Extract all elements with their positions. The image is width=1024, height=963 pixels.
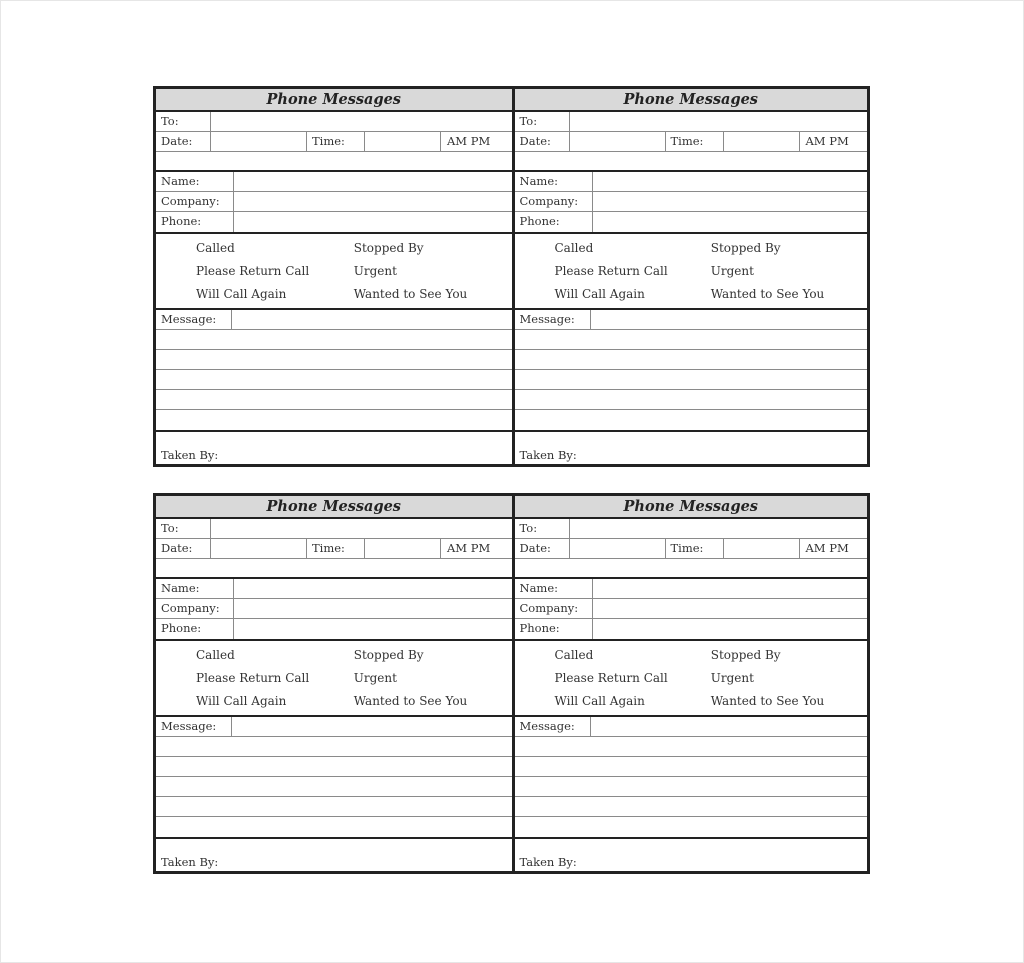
to-field[interactable]	[211, 112, 512, 131]
name-row	[156, 579, 512, 599]
message-line[interactable]	[515, 797, 868, 817]
to-label: To:	[515, 112, 570, 131]
message-label: Message:	[515, 717, 591, 736]
message-line[interactable]	[156, 797, 512, 817]
company-row	[515, 599, 868, 619]
message-block	[156, 717, 512, 839]
company-label: Company:	[515, 599, 593, 618]
phone-row	[156, 619, 512, 639]
date-time-row	[156, 539, 512, 559]
contact-block	[156, 172, 512, 234]
taken-by-label: Taken By:	[161, 448, 219, 462]
company-field[interactable]	[234, 192, 512, 211]
message-line[interactable]	[515, 330, 868, 350]
to-row	[515, 112, 868, 132]
message-line[interactable]	[515, 390, 868, 410]
phone-label: Phone:	[515, 212, 593, 232]
option-stopped-by[interactable]: Stopped By	[710, 647, 781, 662]
name-row	[515, 172, 868, 192]
option-called[interactable]: Called	[196, 647, 235, 662]
message-line[interactable]	[515, 350, 868, 370]
time-field[interactable]	[365, 132, 441, 151]
time-field[interactable]	[724, 132, 800, 151]
message-row	[515, 717, 868, 737]
message-line[interactable]	[515, 737, 868, 757]
message-line[interactable]	[515, 757, 868, 777]
company-label: Company:	[156, 599, 234, 618]
time-field[interactable]	[365, 539, 441, 558]
name-label: Name:	[515, 172, 593, 191]
spacer-row	[515, 559, 868, 579]
am-pm-label: AM PM	[805, 541, 849, 555]
message-line[interactable]	[156, 737, 512, 757]
sheet-top	[153, 86, 870, 467]
am-pm-label: AM PM	[447, 541, 491, 555]
phone-message-card	[156, 496, 512, 871]
name-field[interactable]	[234, 579, 512, 598]
name-label: Name:	[515, 579, 593, 598]
option-called[interactable]: Called	[196, 240, 235, 255]
time-label: Time:	[666, 132, 724, 151]
company-label: Company:	[156, 192, 234, 211]
am-pm-label: AM PM	[447, 134, 491, 148]
phone-label: Phone:	[156, 619, 234, 639]
date-time-row	[515, 132, 868, 152]
taken-by-row[interactable]	[156, 839, 512, 871]
to-field[interactable]	[570, 519, 868, 538]
option-will-call-again[interactable]: Will Call Again	[196, 694, 287, 709]
spacer-row	[515, 152, 868, 172]
option-urgent[interactable]: Urgent	[710, 263, 754, 278]
phone-message-card	[156, 89, 512, 464]
name-field[interactable]	[593, 579, 868, 598]
message-row	[156, 717, 512, 737]
option-will-call-again[interactable]: Will Call Again	[196, 287, 287, 302]
date-time-row	[515, 539, 868, 559]
company-label: Company:	[515, 192, 593, 211]
date-field[interactable]	[570, 539, 666, 558]
option-wanted-to-see-you[interactable]: Wanted to See You	[353, 287, 468, 302]
option-urgent[interactable]: Urgent	[353, 670, 397, 685]
taken-by-label: Taken By:	[519, 448, 577, 462]
to-field[interactable]	[211, 519, 512, 538]
date-time-row	[156, 132, 512, 152]
time-label: Time:	[307, 132, 365, 151]
to-row	[156, 519, 512, 539]
time-field[interactable]	[724, 539, 800, 558]
phone-field[interactable]	[234, 619, 512, 639]
message-field[interactable]	[591, 310, 868, 329]
message-block	[156, 310, 512, 432]
phone-row	[156, 212, 512, 232]
phone-field[interactable]	[234, 212, 512, 232]
contact-block	[156, 579, 512, 641]
phone-row	[515, 212, 868, 232]
phone-label: Phone:	[156, 212, 234, 232]
option-stopped-by[interactable]: Stopped By	[353, 647, 424, 662]
message-line[interactable]	[515, 777, 868, 797]
message-line[interactable]	[515, 370, 868, 390]
option-stopped-by[interactable]: Stopped By	[353, 240, 424, 255]
to-field[interactable]	[570, 112, 868, 131]
message-block	[515, 717, 868, 839]
to-row	[515, 519, 868, 539]
sheet-bottom	[153, 493, 870, 874]
name-label: Name:	[156, 172, 234, 191]
to-label: To:	[515, 519, 570, 538]
time-label: Time:	[307, 539, 365, 558]
message-field[interactable]	[232, 310, 512, 329]
option-wanted-to-see-you[interactable]: Wanted to See You	[710, 287, 825, 302]
taken-by-label: Taken By:	[161, 855, 219, 869]
option-wanted-to-see-you[interactable]: Wanted to See You	[353, 694, 468, 709]
name-row	[156, 172, 512, 192]
name-row	[515, 579, 868, 599]
phone-label: Phone:	[515, 619, 593, 639]
phone-field[interactable]	[593, 619, 868, 639]
message-line[interactable]	[156, 817, 512, 837]
card-title: Phone Messages	[156, 89, 512, 112]
company-row	[156, 599, 512, 619]
message-line[interactable]	[156, 757, 512, 777]
option-urgent[interactable]: Urgent	[710, 670, 754, 685]
card-title: Phone Messages	[515, 89, 868, 112]
spacer-row	[156, 559, 512, 579]
phone-message-card	[512, 496, 868, 871]
option-urgent[interactable]: Urgent	[353, 263, 397, 278]
option-stopped-by[interactable]: Stopped By	[710, 240, 781, 255]
option-please-return-call[interactable]: Please Return Call	[554, 263, 668, 278]
message-label: Message:	[156, 717, 232, 736]
message-row	[156, 310, 512, 330]
name-field[interactable]	[593, 172, 868, 191]
taken-by-label: Taken By:	[519, 855, 577, 869]
phone-field[interactable]	[593, 212, 868, 232]
time-label: Time:	[666, 539, 724, 558]
call-status-options	[515, 641, 868, 717]
message-line[interactable]	[156, 410, 512, 430]
card-title: Phone Messages	[515, 496, 868, 519]
company-field[interactable]	[593, 192, 868, 211]
message-label: Message:	[515, 310, 591, 329]
option-wanted-to-see-you[interactable]: Wanted to See You	[710, 694, 825, 709]
date-field[interactable]	[211, 539, 307, 558]
option-called[interactable]: Called	[554, 647, 594, 662]
message-line[interactable]	[515, 817, 868, 837]
message-field[interactable]	[591, 717, 868, 736]
company-field[interactable]	[593, 599, 868, 618]
to-label: To:	[156, 112, 211, 131]
message-label: Message:	[156, 310, 232, 329]
name-label: Name:	[156, 579, 234, 598]
message-line[interactable]	[156, 370, 512, 390]
option-called[interactable]: Called	[554, 240, 594, 255]
card-title: Phone Messages	[156, 496, 512, 519]
date-field[interactable]	[211, 132, 307, 151]
message-field[interactable]	[232, 717, 512, 736]
call-status-options	[156, 234, 512, 310]
date-field[interactable]	[570, 132, 666, 151]
message-line[interactable]	[515, 410, 868, 430]
call-status-options	[515, 234, 868, 310]
message-line[interactable]	[156, 330, 512, 350]
company-field[interactable]	[234, 599, 512, 618]
option-please-return-call[interactable]: Please Return Call	[196, 670, 310, 685]
spacer-row	[156, 152, 512, 172]
message-line[interactable]	[156, 350, 512, 370]
to-label: To:	[156, 519, 211, 538]
taken-by-row[interactable]	[156, 432, 512, 464]
date-label: Date:	[515, 539, 570, 558]
contact-block	[515, 579, 868, 641]
message-row	[515, 310, 868, 330]
taken-by-row[interactable]	[515, 839, 868, 871]
call-status-options	[156, 641, 512, 717]
company-row	[515, 192, 868, 212]
phone-message-card	[512, 89, 868, 464]
taken-by-row[interactable]	[515, 432, 868, 464]
date-label: Date:	[156, 539, 211, 558]
to-row	[156, 112, 512, 132]
name-field[interactable]	[234, 172, 512, 191]
contact-block	[515, 172, 868, 234]
option-please-return-call[interactable]: Please Return Call	[196, 263, 310, 278]
option-please-return-call[interactable]: Please Return Call	[554, 670, 668, 685]
option-will-call-again[interactable]: Will Call Again	[554, 694, 645, 709]
date-label: Date:	[156, 132, 211, 151]
phone-row	[515, 619, 868, 639]
company-row	[156, 192, 512, 212]
am-pm-label: AM PM	[805, 134, 849, 148]
message-line[interactable]	[156, 390, 512, 410]
date-label: Date:	[515, 132, 570, 151]
message-line[interactable]	[156, 777, 512, 797]
option-will-call-again[interactable]: Will Call Again	[554, 287, 645, 302]
message-block	[515, 310, 868, 432]
